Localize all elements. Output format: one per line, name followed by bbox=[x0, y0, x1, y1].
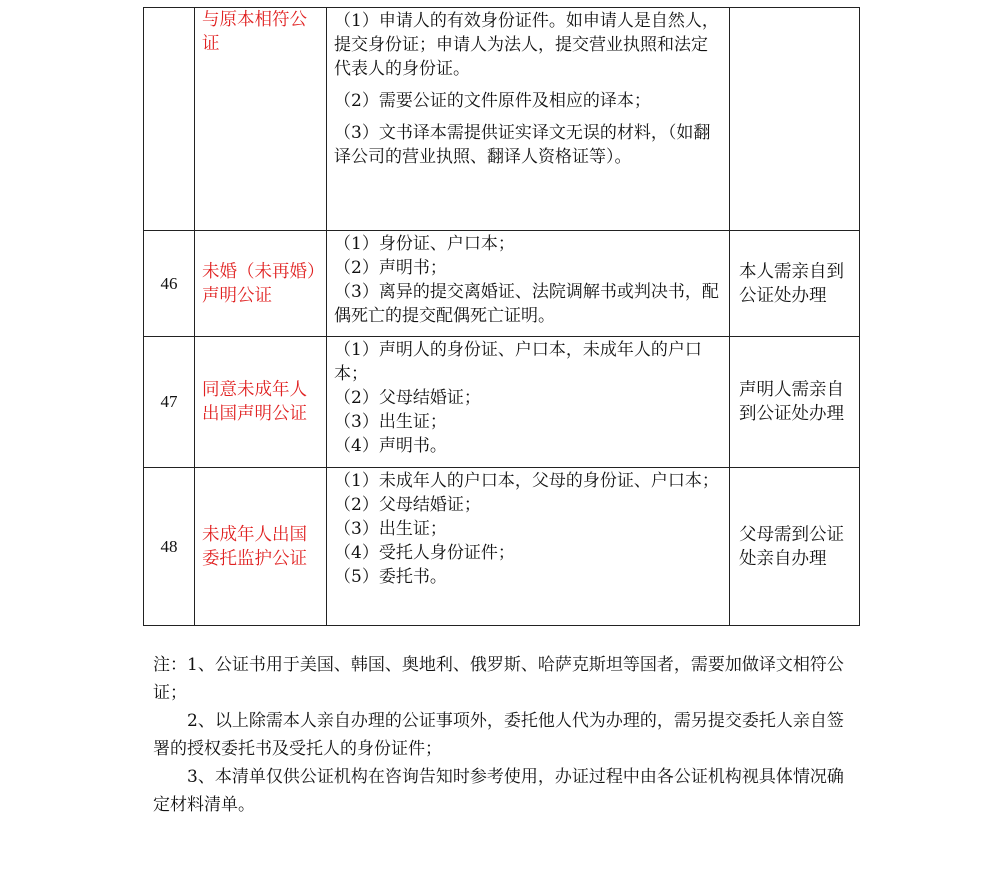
footnotes bbox=[153, 651, 853, 819]
materials-cell bbox=[327, 8, 730, 231]
item-name: 未成年人出国委托监护公证 bbox=[195, 468, 327, 626]
material-item: （3）文书译本需提供证实译文无误的材料，（如翻译公司的营业执照、翻译人资格证等）。 bbox=[334, 123, 711, 167]
material-item: （3）出生证； bbox=[334, 519, 447, 539]
footnote-1: 注：1、公证书用于美国、韩国、奥地利、俄罗斯、哈萨克斯坦等国者，需要加做译文相符公证； bbox=[153, 655, 844, 703]
materials-cell bbox=[327, 468, 730, 626]
material-item: （4）受托人身份证件； bbox=[334, 543, 515, 563]
remark-cell: 本人需亲自到公证处办理 bbox=[730, 231, 860, 337]
item-name: 与原本相符公证 bbox=[195, 8, 327, 231]
table-row bbox=[144, 337, 860, 468]
table-row bbox=[144, 8, 860, 231]
material-item: （3）离异的提交离婚证、法院调解书或判决书，配偶死亡的提交配偶死亡证明。 bbox=[334, 282, 719, 326]
remark-cell: 父母需到公证处亲自办理 bbox=[730, 468, 860, 626]
row-number: 46 bbox=[144, 231, 195, 337]
material-item: （1）未成年人的户口本，父母的身份证、户口本； bbox=[334, 471, 719, 491]
materials-cell bbox=[327, 337, 730, 468]
footnote-2: 2、以上除需本人亲自办理的公证事项外，委托他人代为办理的，需另提交委托人亲自签署的授权委托书及受托人的身份证件； bbox=[153, 711, 844, 759]
material-item: （2）声明书； bbox=[334, 258, 447, 278]
remark-cell bbox=[730, 8, 860, 231]
material-item: （2）父母结婚证； bbox=[334, 388, 481, 408]
materials-cell bbox=[327, 231, 730, 337]
footnote-3: 3、本清单仅供公证机构在咨询告知时参考使用，办证过程中由各公证机构视具体情况确定材料清单。 bbox=[153, 767, 844, 815]
item-name: 同意未成年人出国声明公证 bbox=[195, 337, 327, 468]
material-item: （1）声明人的身份证、户口本，未成年人的户口本； bbox=[334, 340, 702, 384]
row-number: 47 bbox=[144, 337, 195, 468]
row-number bbox=[144, 8, 195, 231]
material-item: （1）申请人的有效身份证件。如申请人是自然人，提交身份证；申请人为法人，提交营业执照和法定代表人的身份证。 bbox=[334, 11, 719, 79]
material-item: （4）声明书。 bbox=[334, 436, 447, 456]
row-number: 48 bbox=[144, 468, 195, 626]
material-item: （1）身份证、户口本； bbox=[334, 234, 515, 254]
material-item: （5）委托书。 bbox=[334, 567, 447, 587]
item-name: 未婚（未再婚）声明公证 bbox=[195, 231, 327, 337]
material-item: （2）父母结婚证； bbox=[334, 495, 481, 515]
table-row bbox=[144, 231, 860, 337]
table-row bbox=[144, 468, 860, 626]
notarization-materials-table bbox=[143, 7, 860, 626]
material-item: （3）出生证； bbox=[334, 412, 447, 432]
remark-cell: 声明人需亲自到公证处办理 bbox=[730, 337, 860, 468]
material-item: （2）需要公证的文件原件及相应的译本； bbox=[334, 91, 651, 111]
